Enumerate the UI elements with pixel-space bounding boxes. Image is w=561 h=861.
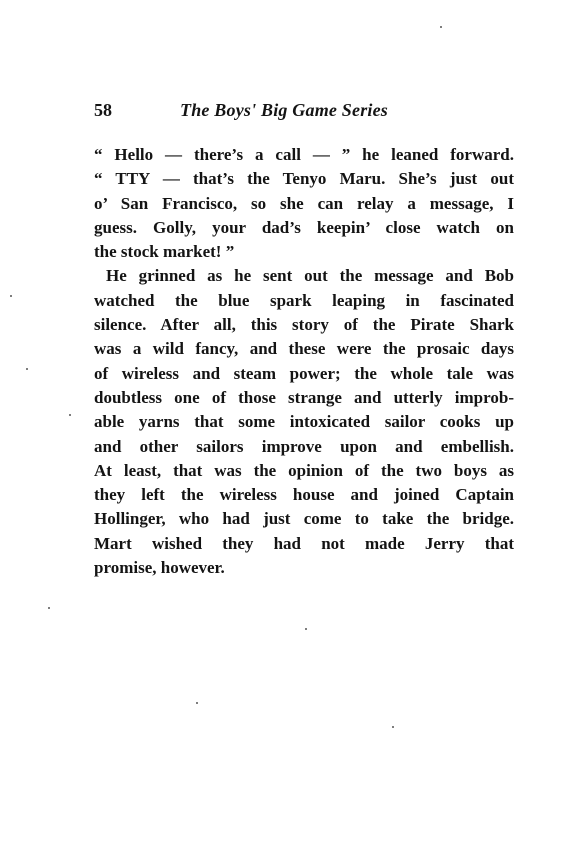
running-title: The Boys' Big Game Series — [180, 100, 388, 120]
text-line: guess. Golly, your dad’s keepin’ close watch on — [94, 217, 514, 237]
text-line: promise, however. — [94, 558, 225, 578]
text-line: of wireless and steam power; the whole tale was — [94, 363, 514, 383]
scan-speck — [10, 295, 12, 297]
scan-speck — [48, 607, 50, 609]
page-header — [94, 100, 514, 126]
text-line: o’ San Francisco, so she can relay a message, I — [94, 193, 514, 213]
text-line: “ TTY — that’s the Tenyo Maru. She’s just out — [94, 169, 514, 189]
text-line: watched the blue spark leaping in fascinated — [94, 290, 514, 310]
text-line: doubtless one of those strange and utterly improb- — [94, 387, 514, 407]
text-line: was a wild fancy, and these were the prosaic days — [94, 339, 514, 359]
scan-speck — [69, 414, 71, 416]
text-line: and other sailors improve upon and embellish. — [94, 436, 514, 456]
scan-speck — [26, 368, 28, 370]
text-line: they left the wireless house and joined Captain — [94, 485, 514, 505]
text-line: silence. After all, this story of the Pirate Shark — [94, 315, 514, 335]
text-line: Hollinger, who had just come to take the bridge. — [94, 509, 514, 529]
scan-speck — [392, 726, 394, 728]
body-text — [94, 143, 514, 580]
scan-speck — [196, 702, 198, 704]
text-line: able yarns that some intoxicated sailor cooks up — [94, 412, 514, 432]
text-line: “ Hello — there’s a call — ” he leaned forward. — [94, 145, 514, 164]
text-line: Mart wished they had not made Jerry that — [94, 533, 514, 553]
text-line: He grinned as he sent out the message and Bob — [106, 266, 514, 286]
scan-speck — [440, 26, 442, 28]
page-number: 58 — [94, 100, 112, 120]
scan-speck — [305, 628, 307, 630]
text-line: At least, that was the opinion of the two boys as — [94, 460, 514, 480]
text-line: the stock market! ” — [94, 242, 235, 262]
